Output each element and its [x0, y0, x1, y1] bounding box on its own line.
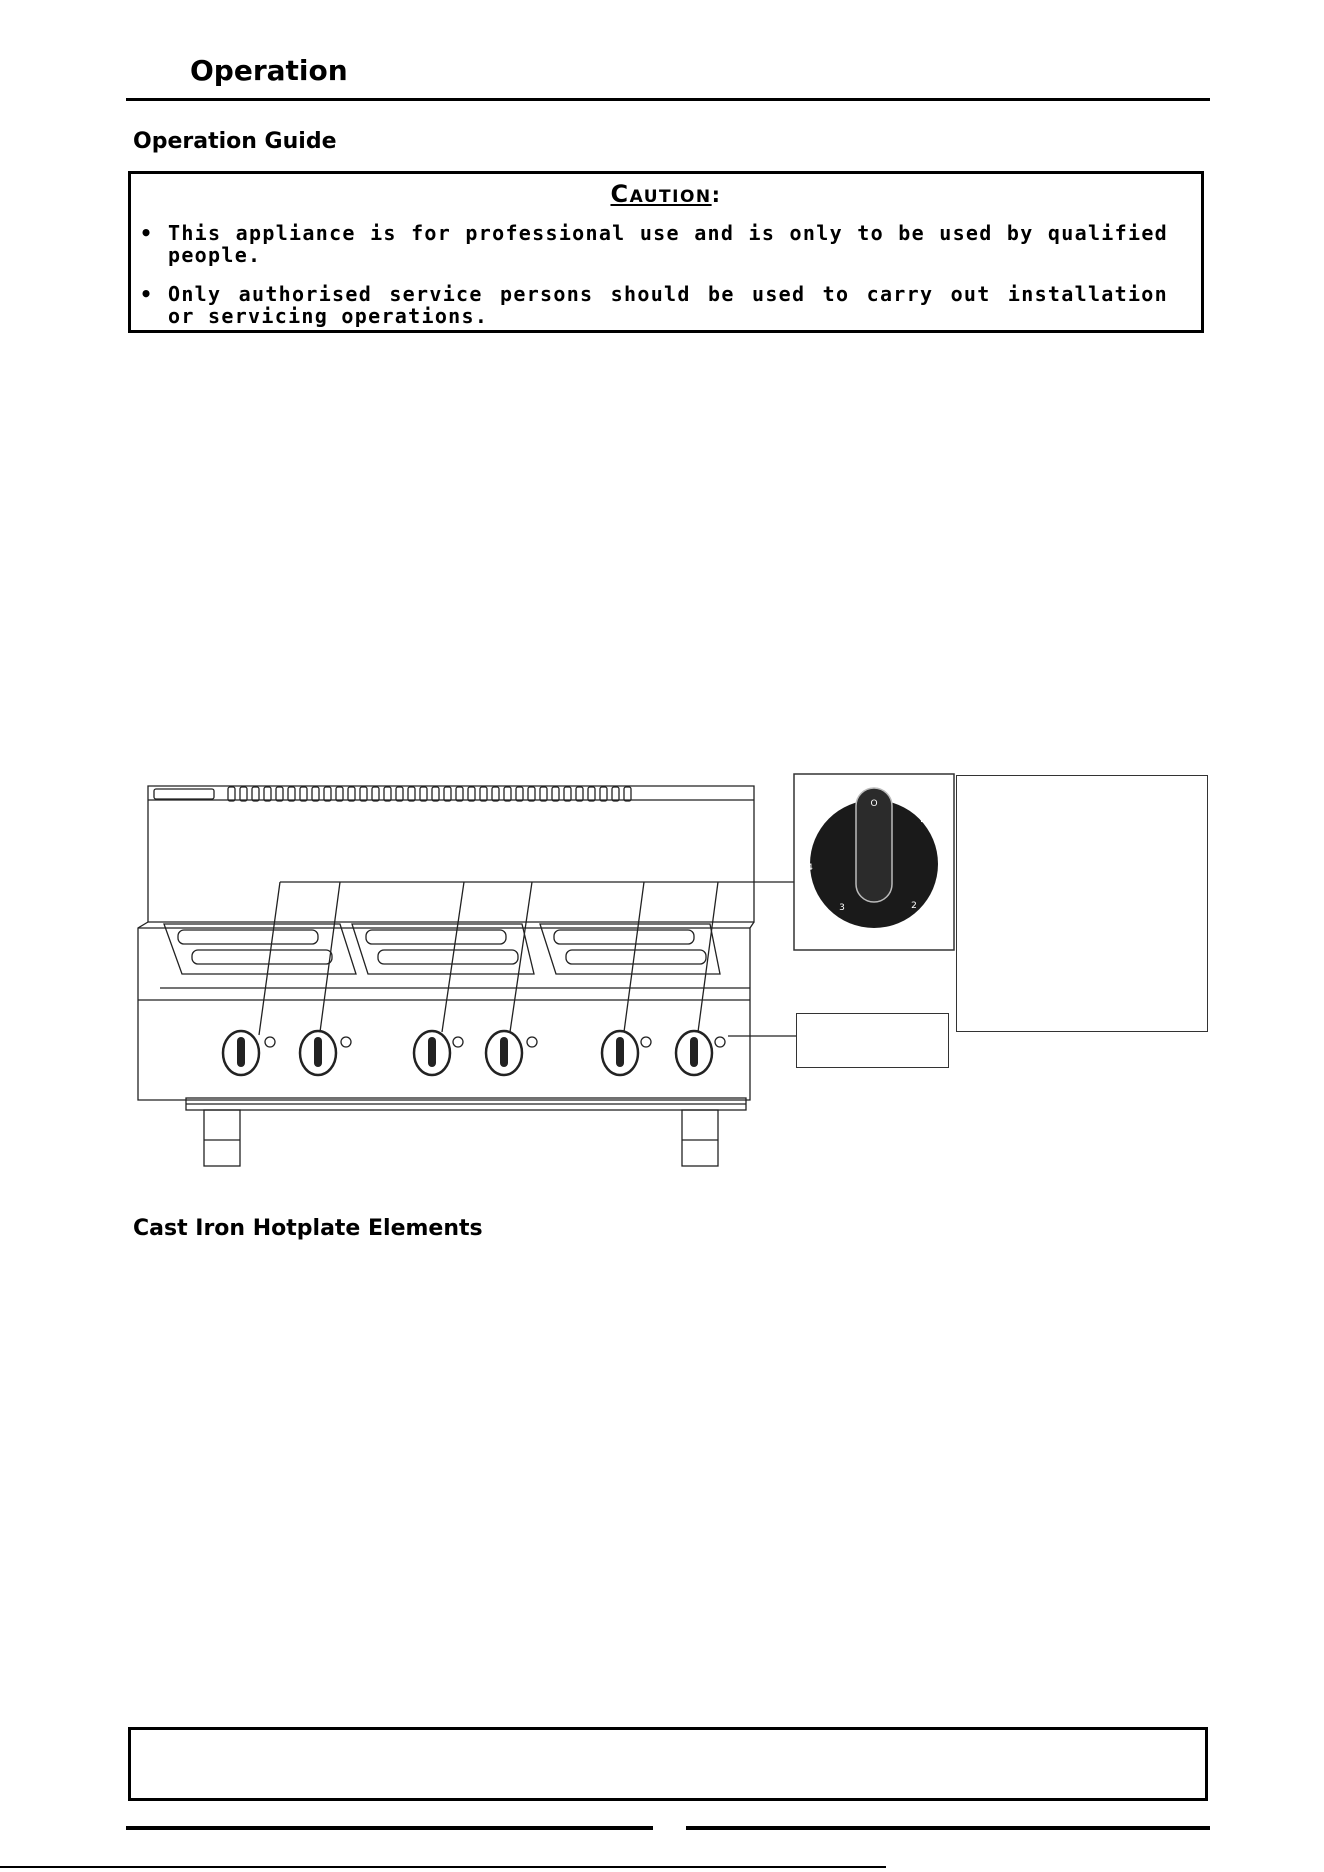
knob-mark-4: 4	[807, 863, 813, 873]
knob-mark-1: 1	[937, 863, 943, 873]
splashback	[148, 786, 754, 922]
hotplate-heading: Cast Iron Hotplate Elements	[133, 1216, 483, 1241]
knob-description-box	[956, 775, 1208, 1032]
hotplate-well-middle	[352, 924, 534, 974]
cooktop-body	[138, 922, 754, 1100]
page-title: Operation	[190, 54, 348, 87]
caution-title	[131, 180, 1201, 208]
leg-left	[204, 1110, 240, 1166]
footer-note-box	[128, 1727, 1208, 1801]
header-rule	[126, 98, 1210, 101]
bullet-icon: •	[140, 282, 154, 306]
operation-guide-heading: Operation Guide	[133, 129, 337, 154]
brand-plate	[154, 789, 214, 799]
knob-mark-2: 2	[911, 901, 917, 911]
caution-item-authorised-service	[140, 282, 1168, 328]
hotplate-well-right	[540, 924, 720, 974]
page-edge-rule	[0, 1866, 886, 1868]
front-knobs	[223, 1031, 712, 1075]
caution-box	[128, 171, 1204, 333]
knob-mark-off: O	[870, 799, 878, 809]
footer-rule-right	[686, 1826, 1210, 1830]
leader-lines	[259, 882, 796, 1036]
knob-mark-hi: HI	[815, 815, 825, 825]
vent-slots	[228, 787, 631, 801]
hotplate-well-left	[164, 924, 356, 974]
caution-item-text: Only authorised service persons should be used to carry out installation or servicing operations.	[168, 282, 1168, 328]
knob-mark-3: 3	[839, 903, 845, 913]
bullet-icon: •	[140, 221, 154, 245]
footer-rule-left	[126, 1826, 653, 1830]
caution-item-text: This appliance is for professional use and is only to be used by qualified people.	[168, 221, 1168, 267]
caution-word: Caution	[610, 180, 712, 208]
knob-mark-lo: LO	[920, 815, 932, 825]
pilot-light-label-box	[796, 1013, 949, 1068]
leg-right	[682, 1110, 718, 1166]
knob-detail-callout	[794, 774, 954, 950]
caution-item-professional-use	[140, 221, 1168, 267]
caution-colon: :	[711, 183, 722, 207]
